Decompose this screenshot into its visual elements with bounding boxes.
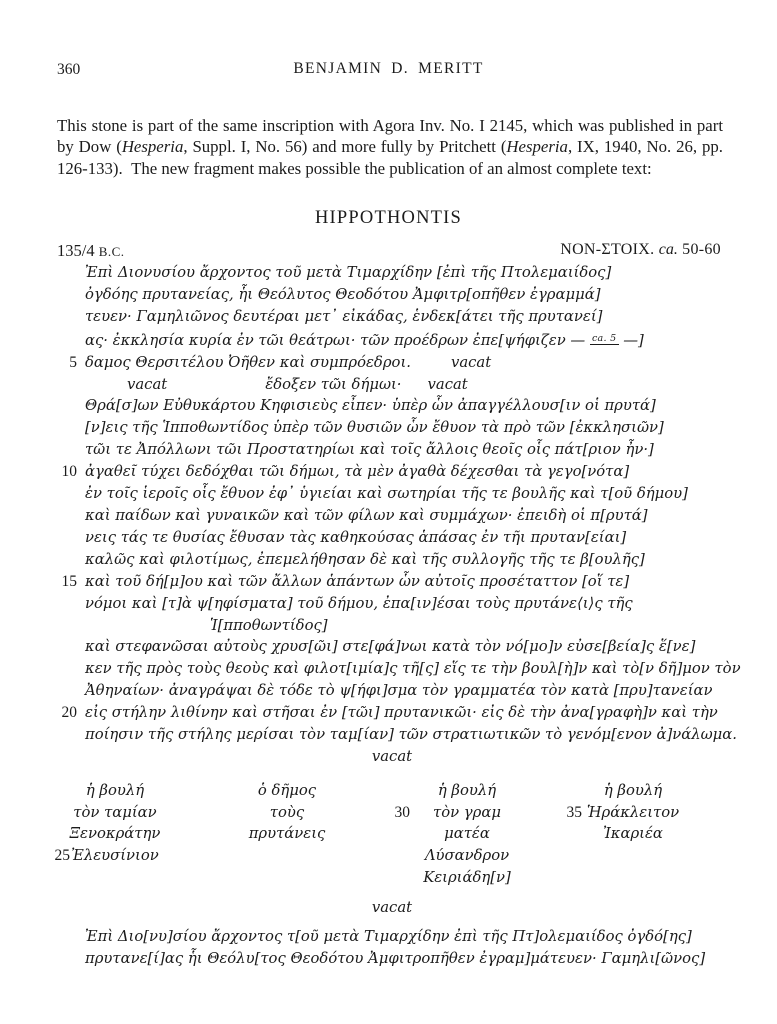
line-number: 25	[54, 846, 70, 864]
inscription-line	[85, 306, 737, 328]
line-text: νόμοι καὶ [τ]ὰ ψ[ηφίσματα] τοῦ δήμου, ἐπα[ιν]έσαι τοὺς πρυτάνε⟨ι⟩ς τῆς	[85, 594, 633, 612]
inscription-line	[85, 328, 737, 352]
line-text: Ἐπὶ Διονυσίου ἄρχοντος τοῦ μετὰ Τιμαρχίδην [ἐπὶ τῆς Πτολεμαιίδος]	[85, 264, 612, 281]
inscription-line	[61, 571, 737, 593]
inscription-line	[85, 680, 737, 702]
inscription-title: HIPPOTHONTIS	[315, 208, 462, 228]
crown-line	[232, 802, 342, 824]
crown-line-text: ἡ βουλή	[85, 781, 145, 799]
line-number: 15	[61, 572, 77, 590]
crown-line-text: Λύσανδρον	[424, 846, 510, 864]
crown-line-text: Ἐλευσίνιον	[71, 846, 159, 864]
inscription-line	[85, 615, 737, 637]
crown-line	[412, 780, 522, 802]
stoichedon-note: NON-ΣΤΟΙΧ. ca. 50-60	[560, 241, 721, 258]
line-text: ας· ἐκκλησία κυρία ἐν τῶι θεάτρωι· τῶν προέδρων ἐπε[ψήφιζεν — $^{ca. 5}$ —]	[85, 331, 644, 349]
inscription-line	[85, 926, 737, 948]
crown-line-text: ματέα	[444, 825, 490, 843]
crown-line	[412, 823, 522, 845]
crown-line-text: Ἰκαριέα	[603, 825, 663, 843]
line-text: Ἐπὶ Διο[νυ]σίου ἄρχοντος τ[οῦ μετὰ Τιμαρχίδην ἐπὶ τῆς Πτ]ολεμαιίδος ὀγδό[ης]	[85, 927, 692, 945]
crown-line	[412, 867, 522, 889]
line-text: ποίησιν τῆς στήλης μερίσαι τὸν ταμ[ίαν] τῶν στρατιωτικῶν τὸ γενόμ[ενον ἀ]νάλωμα.	[85, 726, 737, 744]
line-text: νεις τάς τε θυσίας ἔθυσαν τὰς καθηκούσας ἁπάσας ἐν τῆι πρυταν[είαι]	[85, 528, 627, 546]
vacat-marker	[85, 746, 737, 768]
line-text: Θρά[σ]ων Εὐθυκάρτου Κηφισιεὺς εἶπεν· ὑπὲρ ὧν ἀπαγγέλλουσ[ιν οἱ πρυτά]	[85, 397, 656, 415]
crown-line	[232, 823, 342, 845]
inscription-line	[85, 395, 737, 417]
line-text: [ν]εις τῆς Ἱπποθωντίδος ὑπὲρ τῶν θυσιῶν ὧν ἔθυον τὰ πρὸ τῶν [ἐκκλησιῶν]	[85, 419, 664, 437]
page-number: 360	[57, 61, 81, 78]
crown-line-text: τὸν ταμίαν	[73, 803, 157, 821]
line-number: 35	[566, 803, 582, 821]
line-text: κεν τῆς πρὸς τοὺς θεοὺς καὶ φιλοτ[ιμία]ς τῆ[ς] εἵς τε τὴν βουλ[ὴ]ν καὶ τὸ[ν δῆ]μον τὸν	[85, 660, 741, 678]
crown-line	[566, 802, 688, 824]
crown-line	[412, 845, 522, 867]
crown-line	[60, 780, 170, 802]
running-head-author: BENJAMIN D. MERITT	[293, 60, 484, 77]
inscription-line	[85, 483, 737, 505]
line-text: Ἀθηναίων· ἀναγράψαι δὲ τόδε τὸ ψ[ήφι]σμα τὸν γραμματέα τὸν κατὰ [πρυ]τανείαν	[85, 682, 713, 700]
inscription-line	[85, 724, 737, 746]
inscription-line	[61, 461, 737, 483]
line-text: καλῶς καὶ φιλοτίμως, ἐπεμελήθησαν δὲ καὶ τῆς συλλογῆς τῆς τε β[ουλῆς]	[85, 550, 645, 568]
line-text: vacat ἔδοξεν τῶι δήμωι· vacat	[127, 375, 468, 393]
running-head	[57, 60, 720, 80]
crown-line-text: πρυτάνεις	[248, 825, 326, 843]
crown-column-3	[394, 780, 522, 888]
inscription-line	[85, 374, 737, 396]
vacat-marker	[85, 897, 737, 919]
inscription-line	[85, 658, 741, 680]
line-number: 30	[394, 803, 410, 821]
crown-line	[394, 802, 522, 824]
line-text: ἐν τοῖς ἱεροῖς οἷς ἔθυον ἐφ᾽ ὑγιείαι καὶ σωτηρίαι τῆς τε βουλῆς καὶ τ[οῦ δήμου]	[85, 485, 688, 503]
inscription-line	[85, 284, 737, 306]
line-text: τευεν· Γαμηλιῶνος δευτέραι μετ᾽ εἰκάδας, ἑνδεκ[άτει τῆς πρυτανεί]	[85, 307, 603, 325]
crown-line	[54, 845, 170, 867]
date-line	[57, 241, 721, 263]
line-text: καὶ στεφανῶσαι αὐτοὺς χρυσ[ῶι] στε[φά]νωι κατὰ τὸν νό[μο]ν εὐσε[βεία]ς ἕ[νε]	[85, 638, 696, 656]
inscription-date	[57, 241, 125, 261]
crown-column-2	[232, 780, 342, 845]
crown-line-text: Ξενοκράτην	[69, 825, 161, 843]
inscription-line	[69, 352, 737, 374]
inscription-line	[85, 262, 737, 284]
date-value: 135/4	[57, 241, 95, 260]
closing-lines	[85, 897, 737, 970]
line-text: vacat	[371, 898, 413, 916]
line-number: 5	[69, 353, 77, 371]
line-number: 20	[61, 704, 77, 722]
crown-line	[60, 802, 170, 824]
inscription-line	[85, 948, 737, 970]
line-text: καὶ τοῦ δή[μ]ου καὶ τῶν ἄλλων ἁπάντων ὧν αὐτοῖς προσέταττον [οἵ τε]	[85, 572, 630, 590]
crown-line-text: Κειριάδη[ν]	[423, 868, 511, 886]
intro-paragraph: This stone is part of the same inscription with Agora Inv. No. I 2145, which was published in part by Dow (Hesperia, Suppl. I, No. 56) and more fully by Pritchett (Hesperia, IX, 1940, No. 26, pp. 126-133). The new fragment makes possible the publication of an almost complete text:	[57, 115, 723, 178]
line-text: τῶι τε Ἀπόλλωνι τῶι Προστατηρίωι καὶ τοῖς ἄλλοις θεοῖς οἷς πάτ[ριον ἦν·]	[85, 441, 654, 459]
line-text: εἰς στήλην λιθίνην καὶ στῆσαι ἐν [τῶι] πρυτανικῶι· εἰς δὲ τὴν ἀνα[γραφὴ]ν καὶ τὴν	[85, 704, 718, 722]
line-text: vacat	[371, 747, 413, 765]
crown-line	[578, 823, 688, 845]
inscription-line	[85, 636, 737, 658]
inscription-line	[85, 505, 737, 527]
line-text: δαμος Θερσιτέλου Ὀῆθεν καὶ συμπρόεδροι. vacat	[85, 353, 492, 371]
greek-text-block	[54, 262, 741, 970]
crown-line-text: ὁ δῆμος	[257, 781, 317, 799]
inscription-line	[85, 549, 737, 571]
line-number: 10	[61, 463, 77, 481]
crown-citation-columns	[54, 780, 737, 892]
inscription-line	[61, 702, 737, 724]
crown-line-text: τὸν γραμ	[433, 803, 501, 821]
crown-line	[60, 823, 170, 845]
inscription-line	[85, 417, 737, 439]
crown-line	[232, 780, 342, 802]
crown-line-text: ἡ βουλή	[603, 781, 663, 799]
inscription-line	[85, 439, 737, 461]
crown-line-text: τοὺς	[269, 803, 305, 821]
line-text: πρυτανε[ί]ας ἧι Θεόλυ[τος Θεοδότου Ἀμφιτροπῆθεν ἐγραμ]μάτευεν· Γαμηλι[ῶνος]	[85, 949, 706, 967]
line-text: ὀγδόης πρυτανείας, ἧι Θεόλυτος Θεοδότου Ἀμφιτρ[οπῆθεν ἐγραμμά]	[85, 285, 601, 303]
line-text: καὶ παίδων καὶ γυναικῶν καὶ τῶν φίλων καὶ συμμάχων· ἐπειδὴ οἱ π[ρυτά]	[85, 506, 648, 524]
crown-column-1	[54, 780, 170, 867]
inscription-line	[85, 527, 737, 549]
line-text: Ἱ[πποθωντίδος]	[210, 616, 328, 634]
decree-lines	[61, 262, 741, 768]
crown-line-text: ἡ βουλή	[437, 781, 497, 799]
inscription-line	[85, 593, 737, 615]
date-era: B.C.	[98, 244, 125, 259]
crown-column-4	[566, 780, 688, 845]
line-text: ἀγαθεῖ τύχει δεδόχθαι τῶι δήμωι, τὰ μὲν ἀγαθὰ δέχεσθαι τὰ γεγο[νότα]	[85, 463, 630, 481]
crown-line	[578, 780, 688, 802]
crown-line-text: Ἡράκλειτον	[586, 803, 680, 821]
